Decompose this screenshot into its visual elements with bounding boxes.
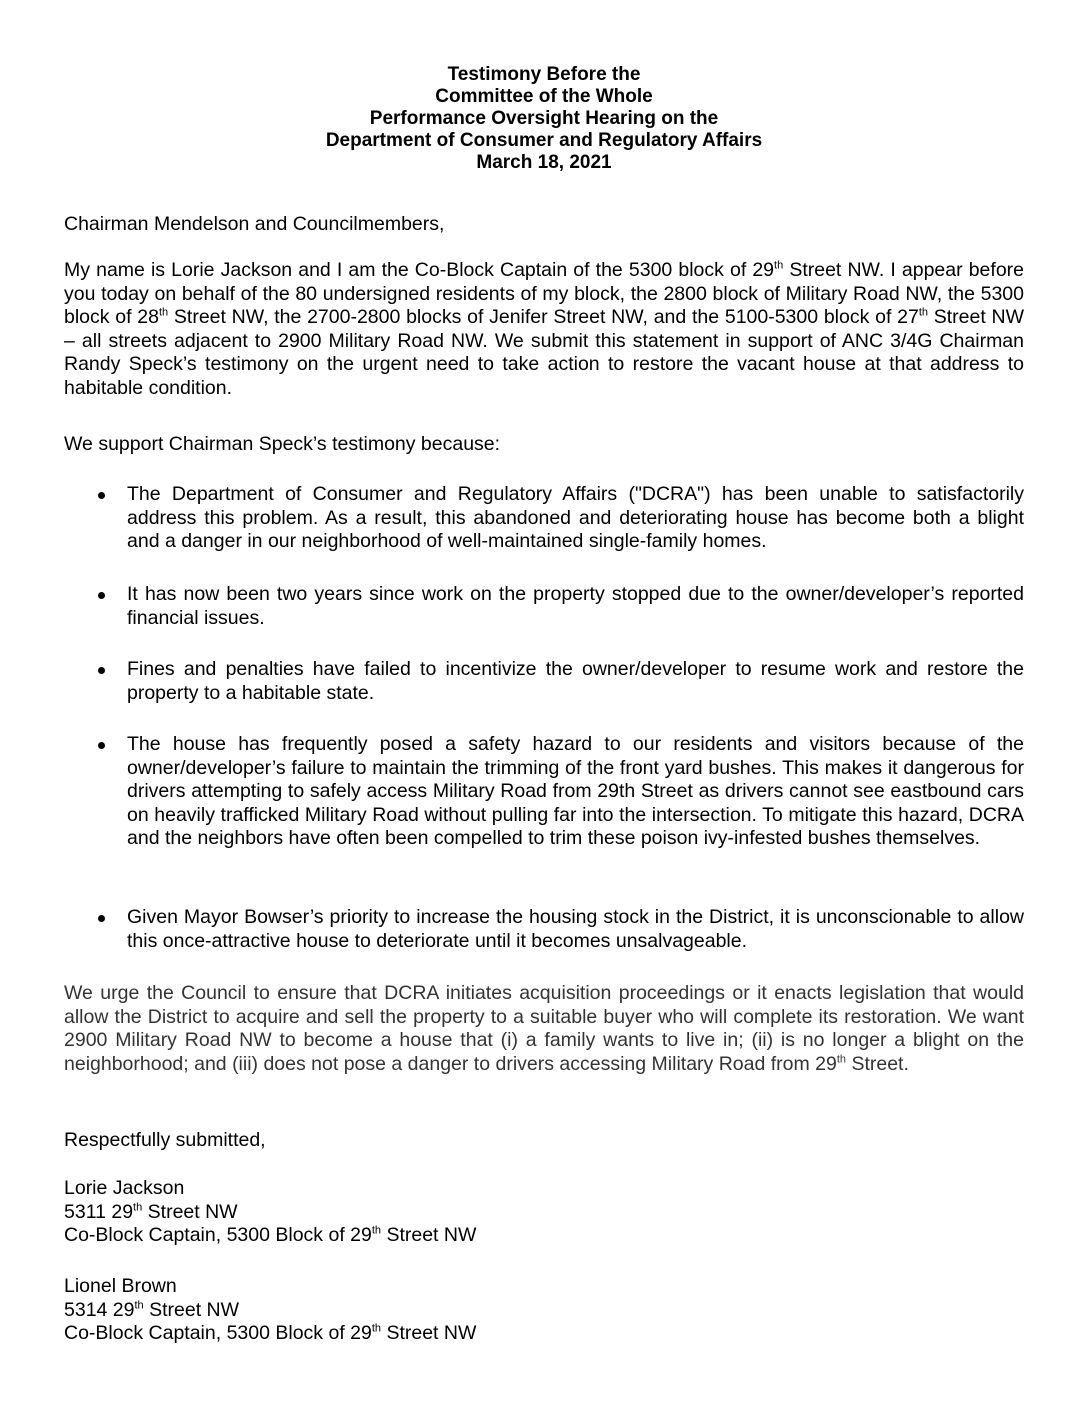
intro-text-4: Street NW – all streets adjacent to 2900 Military Road NW. We submit this statement in support of ANC 3/4G Chairman Randy Speck’s testimony on the urgent need to take action to restore the vacant house at that address to habitable condition. bbox=[64, 306, 1024, 399]
intro-sup-2: th bbox=[158, 306, 169, 319]
intro-sup-1: th bbox=[774, 259, 784, 272]
heading-line-1: Testimony Before the bbox=[447, 64, 641, 85]
support-line: We support Chairman Speck’s testimony because: bbox=[64, 433, 501, 455]
intro-paragraph bbox=[64, 259, 1024, 400]
intro-text-1: My name is Lorie Jackson and I am the Co-Block Captain of the 5300 block of 29 bbox=[64, 259, 775, 281]
signature-block-1 bbox=[64, 1177, 1024, 1248]
bullet-icon bbox=[98, 492, 105, 499]
bullet-icon bbox=[98, 915, 105, 922]
heading-date: March 18, 2021 bbox=[476, 152, 612, 173]
signer-role: Co-Block Captain, 5300 Block of 29th Street NW bbox=[64, 1224, 477, 1246]
heading-line-3: Performance Oversight Hearing on the bbox=[369, 108, 719, 129]
salutation: Chairman Mendelson and Councilmembers, bbox=[64, 213, 445, 235]
bullet-text: The house has frequently posed a safety hazard to our residents and visitors because of the owner/developer’s failure to maintain the trimming of the front yard bushes. This makes it dangerous for drivers attempting to safely access Military Road from 29th Street as drivers cannot see eastbound cars on heavily trafficked Military Road without pulling far into the intersection. To mitigate this hazard, DCRA and the neighbors have often been compelled to trim these poison ivy-infested bushes themselves. bbox=[127, 733, 1024, 849]
bullet-icon bbox=[98, 592, 105, 599]
signer-name: Lorie Jackson bbox=[64, 1177, 185, 1199]
urge-text-1: We urge the Council to ensure that DCRA initiates acquisition proceedings or it enacts legislation that would allow the District to acquire and sell the property to a suitable buyer who will complete its restoration. We want 2900 Military Road NW to become a house that (i) a family wants to live in; (ii) is no longer a blight on the neighborhood; and (iii) does not pose a danger to drivers accessing Military Road from 29 bbox=[64, 982, 1024, 1075]
bullet-text: Given Mayor Bowser’s priority to increase the housing stock in the District, it is unconscionable to allow this once-attractive house to deteriorate until it becomes unsalvageable. bbox=[127, 906, 1024, 952]
signer-address: 5314 29th Street NW bbox=[64, 1298, 240, 1321]
urge-sup: th bbox=[836, 1053, 847, 1065]
closing: Respectfully submitted, bbox=[64, 1129, 266, 1151]
bullet-icon bbox=[98, 742, 105, 749]
intro-text-2: Street NW. I appear before you today on behalf of the 80 undersigned residents of my block, the 2800 block of Military Road NW, the 5300 block of 28 bbox=[64, 259, 1024, 328]
intro-text-3: Street NW, the 2700-2800 blocks of Jenifer Street NW, and the 5100-5300 block of 27 bbox=[168, 306, 919, 328]
bullet-text: Fines and penalties have failed to incentivize the owner/developer to resume work and restore the property to a habitable state. bbox=[127, 658, 1024, 704]
signature-block-2 bbox=[64, 1275, 1024, 1346]
heading-line-4: Department of Consumer and Regulatory Affairs bbox=[325, 130, 763, 151]
bullet-icon bbox=[98, 667, 105, 674]
signer-address: 5311 29th Street NW bbox=[64, 1200, 238, 1223]
urge-paragraph bbox=[64, 982, 1024, 1076]
heading-line-2: Committee of the Whole bbox=[435, 86, 653, 107]
bullet-text: The Department of Consumer and Regulatory Affairs ("DCRA") has been unable to satisfactorily address this problem. As a result, this abandoned and deteriorating house has become both a blight and a danger in our neighborhood of well-maintained single-family homes. bbox=[127, 483, 1024, 552]
urge-text-2: Street. bbox=[846, 1052, 909, 1075]
document-heading bbox=[0, 64, 1088, 174]
bullet-text: It has now been two years since work on the property stopped due to the owner/developer’s reported financial issues. bbox=[127, 583, 1024, 629]
signer-role: Co-Block Captain, 5300 Block of 29th Street NW bbox=[64, 1322, 477, 1344]
intro-sup-3: th bbox=[918, 306, 928, 319]
signer-name: Lionel Brown bbox=[64, 1275, 177, 1297]
